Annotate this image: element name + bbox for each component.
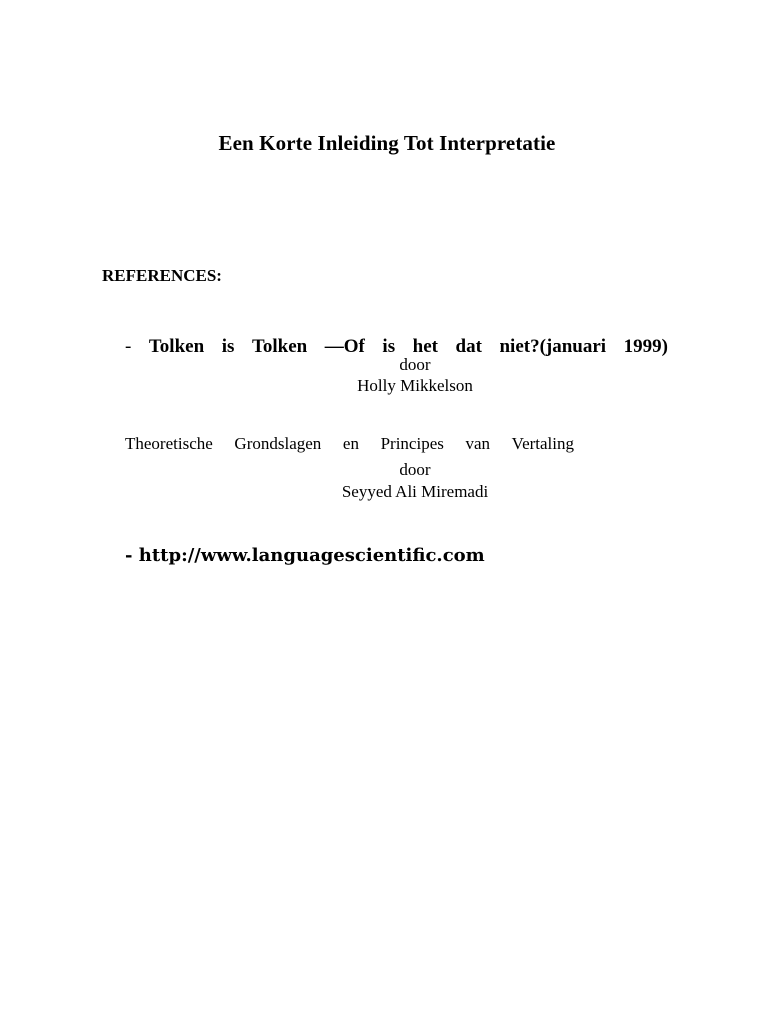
reference-2-word: Vertaling xyxy=(511,434,574,453)
reference-1-author: Holly Mikkelson xyxy=(357,376,473,395)
reference-2-word: Principes xyxy=(380,434,444,453)
reference-1-by: door xyxy=(399,355,431,374)
reference-1-word: is xyxy=(221,336,235,357)
reference-1-word: 1999) xyxy=(623,336,668,357)
reference-1-word: Tolken xyxy=(148,336,205,357)
document-title: Een Korte Inleiding Tot Interpretatie xyxy=(218,131,556,155)
reference-1-word: dat xyxy=(455,336,482,357)
reference-2-title xyxy=(125,434,574,454)
reference-2-word: Grondslagen xyxy=(234,434,322,453)
bullet-dash: - xyxy=(125,545,133,566)
reference-1-word: —Of xyxy=(324,336,365,357)
reference-2-by: door xyxy=(399,460,431,479)
reference-2-author: Seyyed Ali Miremadi xyxy=(341,482,489,501)
references-heading: REFERENCES: xyxy=(102,266,222,285)
reference-1-word: is xyxy=(382,336,396,357)
reference-1-word: niet?(januari xyxy=(499,336,607,357)
reference-3-link-line xyxy=(125,545,485,566)
reference-1-word: Tolken xyxy=(251,336,308,357)
reference-1-word: het xyxy=(412,336,438,357)
reference-2-word: van xyxy=(465,434,491,453)
reference-2-word: en xyxy=(342,434,359,453)
bullet-dash: - xyxy=(125,336,132,357)
reference-2-word: Theoretische xyxy=(125,434,213,453)
reference-link[interactable]: http://www.languagescientific.com xyxy=(138,545,485,566)
